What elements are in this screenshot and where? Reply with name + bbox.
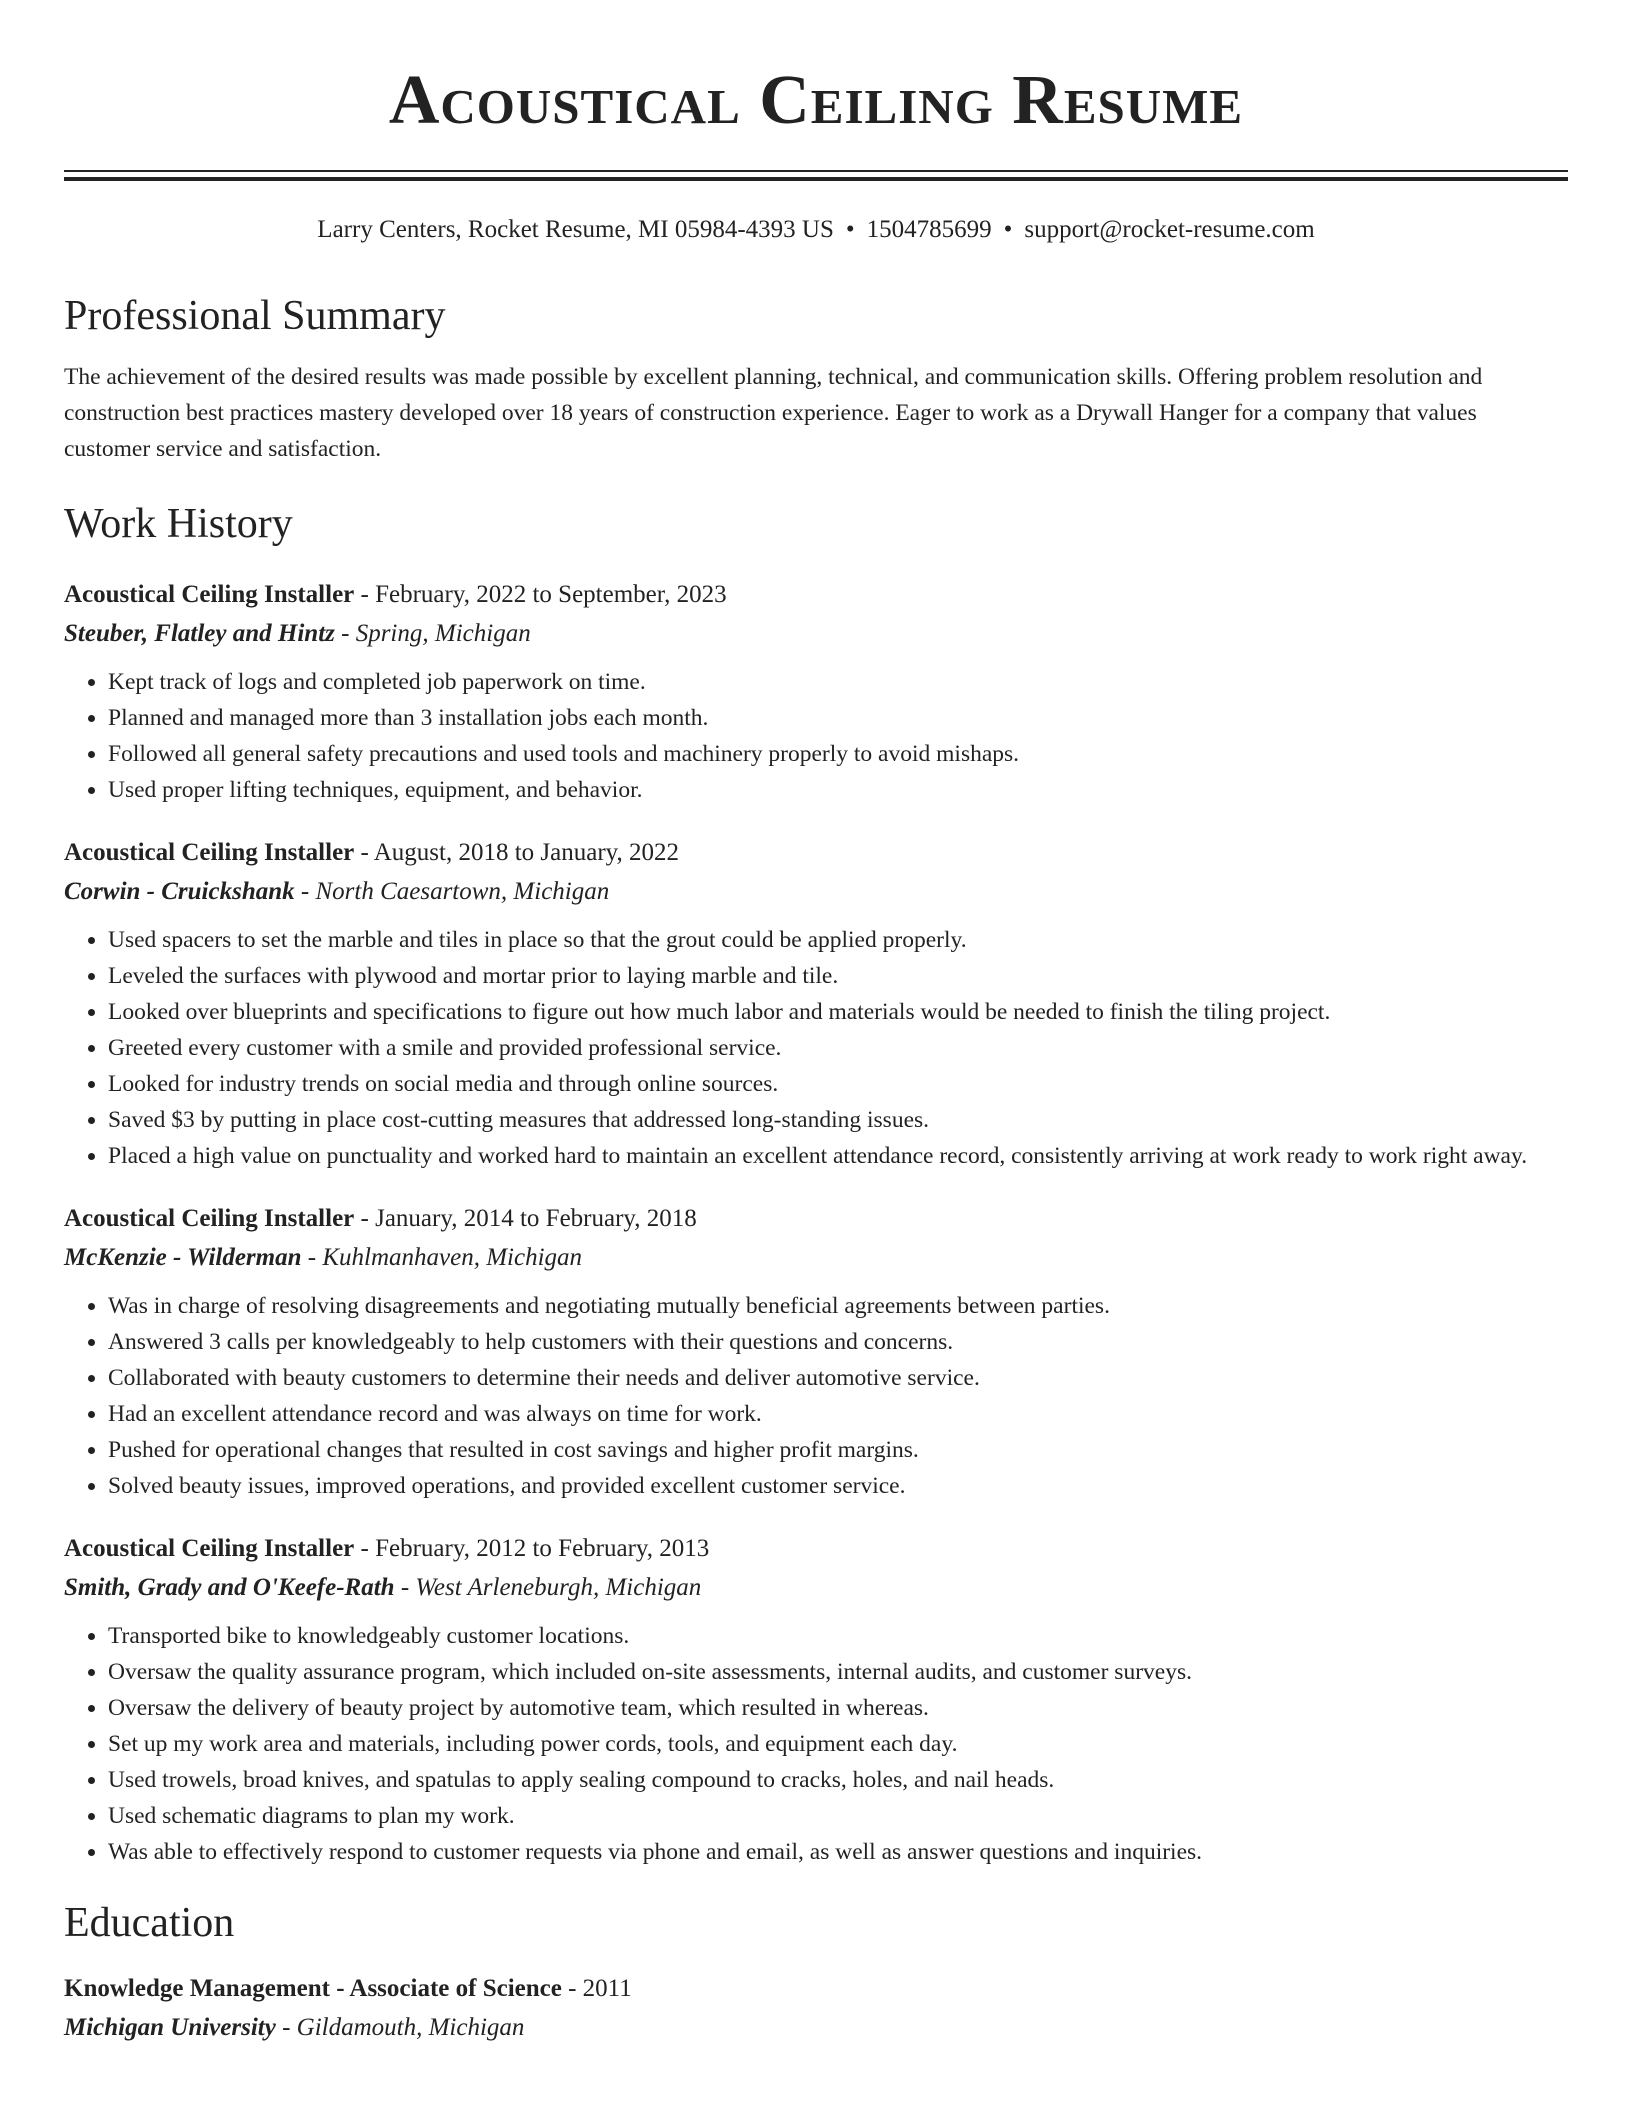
job-entry xyxy=(64,576,1568,808)
job-entry xyxy=(64,1200,1568,1504)
dash-separator: - xyxy=(354,1204,376,1232)
dash-separator: - xyxy=(354,1534,376,1562)
job-role: Acoustical Ceiling Installer xyxy=(64,1204,355,1232)
job-bullet: • Used spacers to set the marble and tiles in place so that the grout could be applied properly. xyxy=(108,922,1568,958)
work-history-list xyxy=(64,576,1568,1870)
job-bullet: • Used trowels, broad knives, and spatulas to apply sealing compound to cracks, holes, and nail heads. xyxy=(108,1762,1568,1798)
education-list xyxy=(64,1970,1568,2048)
job-title-line xyxy=(64,1530,1568,1568)
job-role: Acoustical Ceiling Installer xyxy=(64,838,355,866)
contact-separator: • xyxy=(1003,216,1013,243)
dash-separator: - xyxy=(334,619,356,647)
job-bullet: • Looked over blueprints and specifications to figure out how much labor and materials would be needed to finish the tiling project. xyxy=(108,994,1568,1030)
job-bullet: • Leveled the surfaces with plywood and mortar prior to laying marble and tile. xyxy=(108,958,1568,994)
job-title-line xyxy=(64,576,1568,614)
job-bullet: • Answered 3 calls per knowledgeably to help customers with their questions and concerns. xyxy=(108,1324,1568,1360)
resume-title: Acoustical Ceiling Resume xyxy=(388,62,1244,139)
education-degree: Knowledge Management - Associate of Science xyxy=(64,1975,562,2003)
job-bullet: • Used schematic diagrams to plan my work. xyxy=(108,1798,1568,1834)
education-location: Gildamouth, Michigan xyxy=(296,2014,525,2042)
education-year: 2011 xyxy=(582,1975,632,2003)
title-divider xyxy=(64,170,1568,181)
job-bullet: • Kept track of logs and completed job paperwork on time. xyxy=(108,664,1568,700)
job-location: West Arleneburgh, Michigan xyxy=(415,1573,702,1601)
contact-separator: • xyxy=(845,216,855,243)
dash-separator: - xyxy=(354,838,374,866)
job-entry xyxy=(64,834,1568,1174)
job-dates: February, 2022 to September, 2023 xyxy=(375,580,727,608)
job-bullet: • Transported bike to knowledgeably customer locations. xyxy=(108,1618,1568,1654)
job-location: North Caesartown, Michigan xyxy=(315,877,610,905)
job-bullet: • Oversaw the quality assurance program, which included on-site assessments, internal audits, and customer surveys. xyxy=(108,1654,1568,1690)
job-dates: February, 2012 to February, 2013 xyxy=(375,1534,710,1562)
education-school-line xyxy=(64,2008,1568,2048)
summary-text: The achievement of the desired results was made possible by excellent planning, technical, and communication skills. Offering problem resolution and construction best practices mastery developed over 18 years of construction experience. Eager to work as a Drywall Hanger for a company that values customer service and satisfaction. xyxy=(64,364,1483,463)
job-title-line xyxy=(64,1200,1568,1238)
summary-heading: Professional Summary xyxy=(64,293,446,339)
job-bullet: • Saved $3 by putting in place cost-cutting measures that addressed long-standing issues. xyxy=(108,1102,1568,1138)
job-bullet-list xyxy=(64,664,1568,808)
job-company: Smith, Grady and O'Keefe-Rath xyxy=(64,1573,395,1601)
job-bullet: • Followed all general safety precautions and used tools and machinery properly to avoid mishaps. xyxy=(108,736,1568,772)
job-bullet: • Placed a high value on punctuality and worked hard to maintain an excellent attendance record, consistently arriving at work ready to work right away. xyxy=(108,1138,1568,1174)
job-bullet: • Greeted every customer with a smile and provided professional service. xyxy=(108,1030,1568,1066)
dash-separator: - xyxy=(301,1243,323,1271)
dash-separator: - xyxy=(561,1975,583,2003)
job-bullet: • Solved beauty issues, improved operations, and provided excellent customer service. xyxy=(108,1468,1568,1504)
job-bullet-list xyxy=(64,1288,1568,1504)
job-location: Kuhlmanhaven, Michigan xyxy=(322,1243,583,1271)
job-company: Corwin - Cruickshank xyxy=(64,877,295,905)
job-bullet: • Used proper lifting techniques, equipment, and behavior. xyxy=(108,772,1568,808)
dash-separator: - xyxy=(294,877,316,905)
dash-separator: - xyxy=(275,2014,297,2042)
job-bullet: • Set up my work area and materials, including power cords, tools, and equipment each day. xyxy=(108,1726,1568,1762)
job-company-line xyxy=(64,1568,1568,1608)
job-title-line xyxy=(64,834,1568,872)
job-location: Spring, Michigan xyxy=(355,619,531,647)
work-history-heading: Work History xyxy=(64,501,293,548)
contact-address: Larry Centers, Rocket Resume, MI 05984-4393 US xyxy=(317,216,834,243)
job-bullet: • Pushed for operational changes that resulted in cost savings and higher profit margins. xyxy=(108,1432,1568,1468)
job-company-line xyxy=(64,1238,1568,1278)
job-company-line xyxy=(64,872,1568,912)
job-role: Acoustical Ceiling Installer xyxy=(64,580,355,608)
education-school: Michigan University xyxy=(64,2014,276,2042)
dash-separator: - xyxy=(394,1573,416,1601)
job-company: McKenzie - Wilderman xyxy=(64,1243,302,1271)
resume-page xyxy=(64,0,1568,2048)
contact-phone: 1504785699 xyxy=(866,216,992,243)
job-bullet: • Was in charge of resolving disagreements and negotiating mutually beneficial agreements between parties. xyxy=(108,1288,1568,1324)
job-bullet: • Oversaw the delivery of beauty project by automotive team, which resulted in whereas. xyxy=(108,1690,1568,1726)
job-bullet: • Collaborated with beauty customers to determine their needs and deliver automotive service. xyxy=(108,1360,1568,1396)
job-entry xyxy=(64,1530,1568,1870)
contact-line xyxy=(64,215,1568,245)
dash-separator: - xyxy=(354,580,376,608)
job-dates: January, 2014 to February, 2018 xyxy=(375,1204,697,1232)
job-bullet: • Looked for industry trends on social media and through online sources. xyxy=(108,1066,1568,1102)
education-degree-line xyxy=(64,1970,1568,2008)
job-role: Acoustical Ceiling Installer xyxy=(64,1534,355,1562)
job-company: Steuber, Flatley and Hintz xyxy=(64,619,335,647)
job-bullet: • Had an excellent attendance record and was always on time for work. xyxy=(108,1396,1568,1432)
job-company-line xyxy=(64,614,1568,654)
job-dates: August, 2018 to January, 2022 xyxy=(373,838,680,866)
job-bullet: • Planned and managed more than 3 installation jobs each month. xyxy=(108,700,1568,736)
job-bullet-list xyxy=(64,922,1568,1174)
job-bullet-list xyxy=(64,1618,1568,1870)
education-heading: Education xyxy=(64,1899,235,1946)
education-entry xyxy=(64,1970,1568,2048)
job-bullet: • Was able to effectively respond to customer requests via phone and email, as well as answer questions and inquiries. xyxy=(108,1834,1568,1870)
contact-email: support@rocket-resume.com xyxy=(1024,216,1315,243)
